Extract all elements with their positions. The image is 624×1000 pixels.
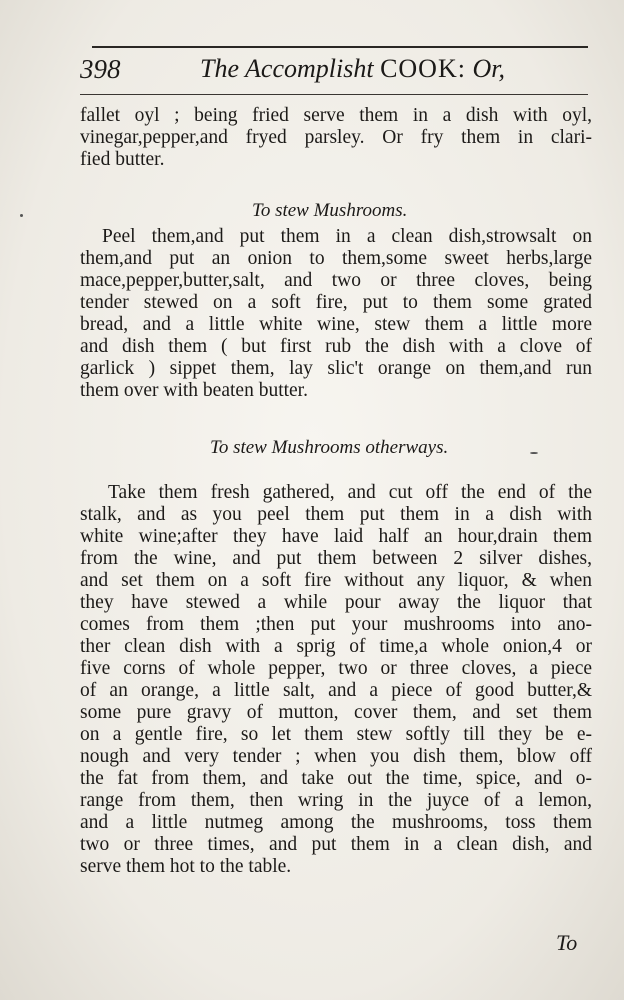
text-line: Take them fresh gathered, and cut off the end of the [108, 482, 592, 503]
text-line: vinegar,pepper,and fryed parsley. Or fry them in clari- [80, 127, 592, 148]
text-line: fied butter. [80, 149, 165, 170]
text-line: comes from them ;then put your mushrooms into ano- [80, 614, 592, 635]
intro-paragraph [80, 105, 592, 171]
running-title-italic: The Accomplisht [200, 54, 374, 83]
section-body [80, 482, 592, 878]
running-title [200, 54, 505, 84]
text-line: some pure gravy of mutton, cover them, and set them [80, 702, 592, 723]
ink-speck [20, 214, 23, 217]
text-line: nough and very tender ; when you dish them, blow off [80, 746, 592, 767]
text-line: Peel them,and put them in a clean dish,strowsalt on [102, 226, 592, 247]
text-line: of an orange, a little salt, and a piece of good butter,& [80, 680, 592, 701]
text-line: range from them, then wring in the juyce of a lemon, [80, 790, 592, 811]
text-line: them,and put an onion to them,some sweet herbs,large [80, 248, 592, 269]
text-line: the fat from them, and take out the time, spice, and o- [80, 768, 592, 789]
text-line: white wine;after they have laid half an hour,drain them [80, 526, 592, 547]
text-line: stalk, and as you peel them put them in a dish with [80, 504, 592, 525]
text-line: tender stewed on a soft fire, put to them some grated [80, 292, 592, 313]
catchword: To [556, 930, 578, 955]
section-body [80, 226, 592, 402]
text-line: ther clean dish with a sprig of time,a whole onion,4 or [80, 636, 592, 657]
text-line: on a gentle fire, so let them stew softly till they be e- [80, 724, 592, 745]
text-line: them over with beaten butter. [80, 380, 308, 401]
text-line: and set them on a soft fire without any liquor, & when [80, 570, 592, 591]
text-line: from the wine, and put them between 2 silver dishes, [80, 548, 592, 569]
top-rule [92, 46, 588, 48]
running-title-end: Or, [472, 54, 505, 83]
ink-speck [530, 452, 538, 454]
header-rule [80, 94, 588, 95]
text-line: fallet oyl ; being fried serve them in a dish with oyl, [80, 105, 592, 126]
section-heading: To stew Mushrooms. [252, 200, 408, 221]
text-line: mace,pepper,butter,salt, and two or three cloves, being [80, 270, 592, 291]
text-line: five corns of whole pepper, two or three cloves, a piece [80, 658, 592, 679]
running-title-caps: COOK: [380, 54, 466, 83]
text-line: they have stewed a while pour away the liquor that [80, 592, 592, 613]
page-number: 398 [80, 54, 121, 84]
text-line: and a little nutmeg among the mushrooms, toss them [80, 812, 592, 833]
text-line: garlick ) sippet them, lay slic't orange on them,and run [80, 358, 592, 379]
text-line: bread, and a little white wine, stew them a little more [80, 314, 592, 335]
text-line: two or three times, and put them in a clean dish, and [80, 834, 592, 855]
text-line: serve them hot to the table. [80, 856, 292, 877]
page-header [80, 50, 595, 90]
text-line: and dish them ( but first rub the dish with a clove of [80, 336, 592, 357]
section-heading: To stew Mushrooms otherways. [210, 437, 449, 458]
